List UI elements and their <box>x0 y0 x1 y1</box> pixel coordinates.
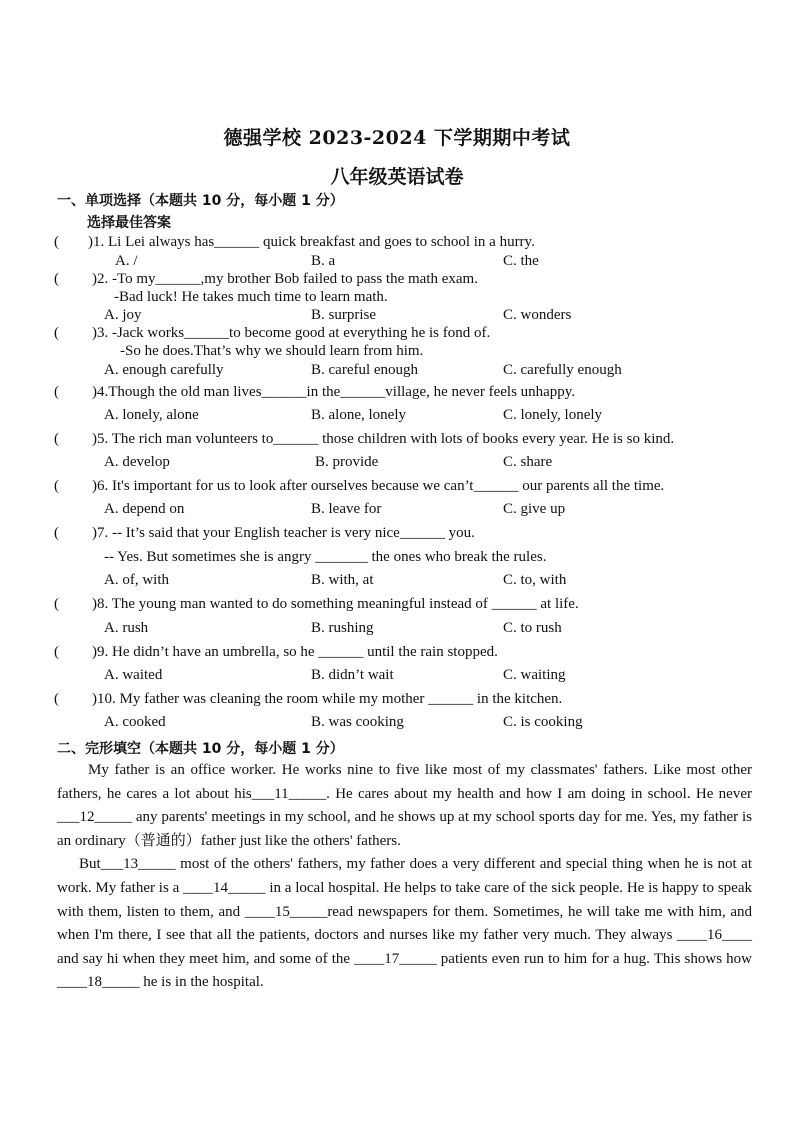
answer-paren[interactable]: ( <box>54 271 59 287</box>
option-a: A. joy <box>104 307 142 323</box>
option-c: C. the <box>503 253 539 269</box>
question-2-options <box>0 305 794 325</box>
question-9 <box>0 642 794 662</box>
question-stem: )6. It's important for us to look after ourselves because we can’t______ our parents all the time. <box>92 478 665 494</box>
exam-title: 德强学校 2023-2024 下学期期中考试 <box>223 127 571 149</box>
option-a: A. develop <box>104 454 170 470</box>
question-7-line2 <box>0 547 794 567</box>
option-c: C. wonders <box>503 307 572 323</box>
question-3-line2 <box>0 341 794 361</box>
question-8 <box>0 594 794 614</box>
question-6-options <box>0 499 794 519</box>
option-b: B. was cooking <box>311 714 404 730</box>
option-c: C. give up <box>503 501 566 517</box>
question-5-options <box>0 452 794 472</box>
cloze-paragraph-1: My father is an office worker. He works nine to five like most of my classmates' fathers. Like most other fathers, he cares a lot about his___11_____. He cares about my health and how I am doing in school. He never ___12_____ any parents' meetings in my school, and he shows up at my school sports day for me. Yes, my father is an ordinary（普通的）father just like the others' fathers. <box>57 762 752 849</box>
question-2-line2 <box>0 287 794 307</box>
option-a: A. cooked <box>104 714 166 730</box>
question-1-options <box>0 251 794 271</box>
option-b: B. didn’t wait <box>311 667 394 683</box>
answer-paren[interactable]: ( <box>54 691 59 707</box>
cloze-passage <box>57 759 752 995</box>
option-a: A. lonely, alone <box>104 407 199 423</box>
answer-paren[interactable]: ( <box>54 525 59 541</box>
question-3-options <box>0 360 794 380</box>
option-b: B. with, at <box>311 572 374 588</box>
option-a: A. waited <box>104 667 163 683</box>
option-a: A. rush <box>104 620 149 636</box>
option-b: B. surprise <box>311 307 376 323</box>
option-c: C. waiting <box>503 667 566 683</box>
question-stem: )8. The young man wanted to do something meaningful instead of ______ at life. <box>92 596 579 612</box>
question-stem: )3. -Jack works______to become good at everything he is fond of. <box>92 325 491 341</box>
question-stem-line2: -Bad luck! He takes much time to learn math. <box>114 289 388 305</box>
option-b: B. provide <box>315 454 379 470</box>
cloze-paragraph-2: But___13_____ most of the others' fathers, my father does a very different and special thing when he is not at work. My father is a ____14_____ in a local hospital. He helps to take care of the sick people. He is happy to speak with them, listen to them, and ____15_____read newspapers for them. Sometimes, he will take me with him, and when I'm there, I see that all the patients, doctors and nurses like my father very much. They always ____16____ and say hi when they meet him, and some of the ____17_____ patients even run to him for a hug. This shows how ____18_____ he is in the hospital. <box>57 856 752 991</box>
answer-paren[interactable]: ( <box>54 384 59 400</box>
option-a: A. of, with <box>104 572 169 588</box>
answer-paren[interactable]: ( <box>54 234 59 250</box>
exam-subtitle: 八年级英语试卷 <box>330 166 464 188</box>
option-c: C. share <box>503 454 553 470</box>
option-c: C. to rush <box>503 620 562 636</box>
question-stem-line2: -So he does.That’s why we should learn from him. <box>120 343 424 359</box>
option-a: A. depend on <box>104 501 185 517</box>
option-b: B. leave for <box>311 501 382 517</box>
question-10 <box>0 689 794 709</box>
question-7-options <box>0 570 794 590</box>
section1-heading: 一、单项选择（本题共 10 分，每小题 1 分） <box>57 193 344 209</box>
question-stem: )5. The rich man volunteers to______ those children with lots of books every year. He is so kind. <box>92 431 675 447</box>
question-stem: )9. He didn’t have an umbrella, so he ______ until the rain stopped. <box>92 644 498 660</box>
question-4-options <box>0 405 794 425</box>
option-b: B. a <box>311 253 336 269</box>
question-stem: )10. My father was cleaning the room while my mother ______ in the kitchen. <box>92 691 563 707</box>
option-b: B. alone, lonely <box>311 407 406 423</box>
question-2 <box>0 269 794 289</box>
option-c: C. carefully enough <box>503 362 622 378</box>
answer-paren[interactable]: ( <box>54 596 59 612</box>
answer-paren[interactable]: ( <box>54 431 59 447</box>
answer-paren[interactable]: ( <box>54 644 59 660</box>
section2-heading: 二、完形填空（本题共 10 分，每小题 1 分） <box>57 741 344 757</box>
option-c: C. lonely, lonely <box>503 407 603 423</box>
question-4 <box>0 382 794 402</box>
question-6 <box>0 476 794 496</box>
answer-paren[interactable]: ( <box>54 478 59 494</box>
question-3 <box>0 323 794 343</box>
option-b: B. careful enough <box>311 362 419 378</box>
option-b: B. rushing <box>311 620 374 636</box>
option-c: C. to, with <box>503 572 567 588</box>
question-stem-line2: -- Yes. But sometimes she is angry _______ the ones who break the rules. <box>104 549 547 565</box>
question-stem: )4.Though the old man lives______in the______village, he never feels unhappy. <box>92 384 576 400</box>
section1-instruction: 选择最佳答案 <box>87 215 171 231</box>
question-stem: )7. -- It’s said that your English teacher is very nice______ you. <box>92 525 475 541</box>
question-9-options <box>0 665 794 685</box>
question-10-options <box>0 712 794 732</box>
question-7 <box>0 523 794 543</box>
option-c: C. is cooking <box>503 714 583 730</box>
question-stem: )1. Li Lei always has______ quick breakfast and goes to school in a hurry. <box>88 234 535 250</box>
answer-paren[interactable]: ( <box>54 325 59 341</box>
question-stem: )2. -To my______,my brother Bob failed to pass the math exam. <box>92 271 478 287</box>
question-5 <box>0 429 794 449</box>
question-1 <box>0 232 794 252</box>
option-a: A. enough carefully <box>104 362 224 378</box>
option-a: A. / <box>115 253 138 269</box>
question-8-options <box>0 618 794 638</box>
